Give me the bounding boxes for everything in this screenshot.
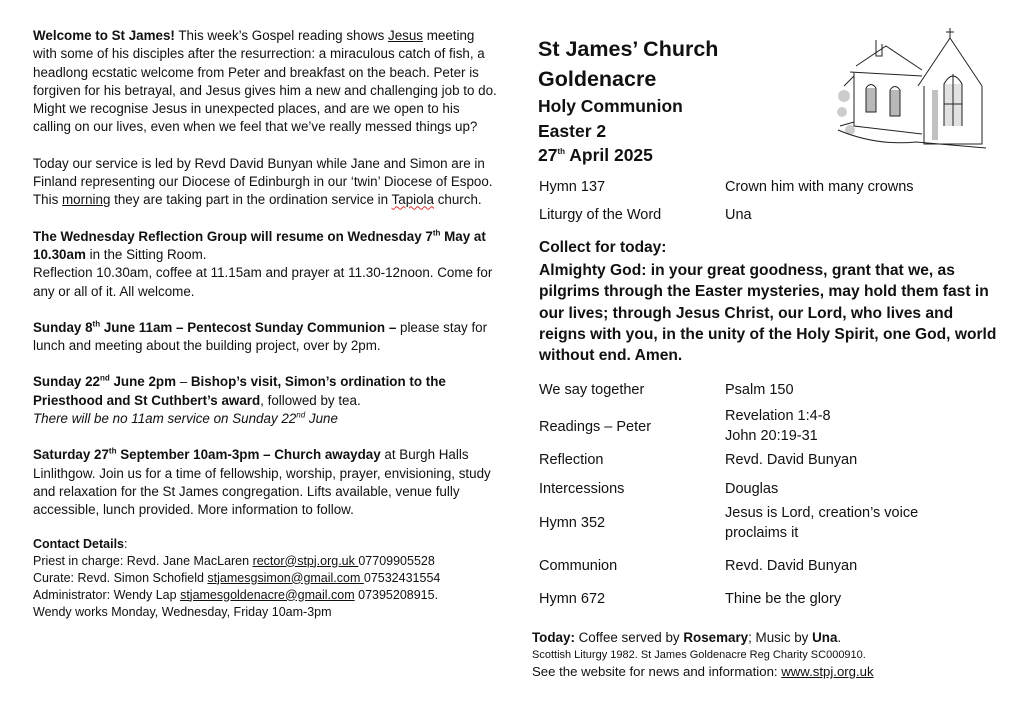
curate-label: Curate: Revd. Simon Schofield xyxy=(33,570,208,585)
priest-contact xyxy=(33,553,501,570)
order-detail: Jesus is Lord, creation’s voice xyxy=(725,505,919,521)
contact-heading: Contact Details xyxy=(33,536,124,551)
admin-email-link[interactable]: stjamesgoldenacre@gmail.com xyxy=(180,587,355,602)
church-name: St James’ Church xyxy=(538,37,719,61)
welcome-paragraph xyxy=(33,27,501,137)
colon: : xyxy=(124,536,128,551)
order-item: Reflection xyxy=(539,452,604,468)
service-leader-text-2: they are taking part in the ordination service in xyxy=(110,192,392,208)
order-detail: Una xyxy=(725,207,752,223)
order-item: Communion xyxy=(539,558,618,574)
pentecost-heading-2: June 11am – Pentecost Sunday Communion – xyxy=(100,319,397,335)
morning-link[interactable]: morning xyxy=(62,192,111,208)
no-service-note-2: June xyxy=(305,411,338,427)
order-detail: Douglas xyxy=(725,481,779,497)
welcome-text: This week’s Gospel reading shows xyxy=(174,28,389,43)
music-person: Una xyxy=(812,630,838,645)
order-detail: Revd. David Bunyan xyxy=(725,558,858,574)
bishop-visit-time: June 2pm xyxy=(109,374,176,390)
order-item: Hymn 672 xyxy=(539,591,606,607)
order-detail: Revd. David Bunyan xyxy=(725,452,858,468)
date-sup: th xyxy=(557,147,566,157)
jesus-link[interactable]: Jesus xyxy=(388,28,423,43)
ordinal-sup: th xyxy=(108,446,117,456)
awayday-paragraph xyxy=(33,446,501,519)
bishop-visit-text: , followed by tea. xyxy=(260,392,361,408)
curate-contact xyxy=(33,570,501,587)
awayday-heading: Saturday 27 xyxy=(33,447,109,463)
ordinal-sup: th xyxy=(432,228,441,238)
pentecost-heading: Sunday 8 xyxy=(33,319,93,335)
ordinal-sup: nd xyxy=(99,373,110,383)
awayday-heading-2: September 10am-3pm – Church awayday xyxy=(116,447,381,463)
curate-phone: 07532431554 xyxy=(363,570,441,585)
order-detail-2: proclaims it xyxy=(725,525,799,541)
ordinal-sup: nd xyxy=(296,410,306,420)
admin-contact xyxy=(33,587,501,604)
bishop-visit-title: Bishop’s visit, Simon’s ordination to the Priesthood and St Cuthbert’s award xyxy=(33,374,446,408)
bishop-visit-heading: Sunday 22 xyxy=(33,374,100,390)
welcome-heading: Welcome to St James! xyxy=(33,28,175,43)
order-detail: Thine be the glory xyxy=(725,591,842,607)
collect-heading: Collect for today: xyxy=(539,239,667,256)
order-detail-2: John 20:19-31 xyxy=(725,428,818,444)
reflection-group-heading-2: May at 10.30am xyxy=(33,228,486,262)
service-name: Holy Communion xyxy=(538,96,683,116)
reflection-group-schedule: Reflection 10.30am, coffee at 11.15am and prayer at 11.30-12noon. Come for any or all of it. All welcome. xyxy=(33,265,493,299)
order-item: We say together xyxy=(539,382,645,398)
order-detail: Revelation 1:4-8 xyxy=(725,408,831,424)
reflection-group-location: in the Sitting Room. xyxy=(85,246,207,262)
coffee-person: Rosemary xyxy=(683,630,749,645)
no-service-note: There will be no 11am service on Sunday 22 xyxy=(33,411,297,427)
order-item: Hymn 137 xyxy=(539,179,606,195)
music-text: ; Music by xyxy=(748,630,813,645)
website-link[interactable]: www.stpj.org.uk xyxy=(781,664,874,679)
liturgy-charity-note: Scottish Liturgy 1982. St James Goldenacre Reg Charity SC000910. xyxy=(532,649,866,661)
order-of-service-column xyxy=(532,0,1002,707)
liturgical-week: Easter 2 xyxy=(538,120,607,141)
collect-text: Almighty God: in your great goodness, grant that we, as pilgrims through the Easter mysteries, may hold them fast in our lives; through Jesus Christ, our Lord, who lives and reigns with you, in the unity of the Holy Spirit, one God, world without end. Amen. xyxy=(539,262,997,365)
admin-phone: 07395208915. xyxy=(354,587,439,602)
date-rest: April 2025 xyxy=(565,145,653,165)
church-illustration xyxy=(836,26,988,150)
dash: – xyxy=(176,374,191,390)
order-item: Hymn 352 xyxy=(539,515,606,531)
today-label: Today: xyxy=(532,630,575,645)
pentecost-text: please stay for lunch and meeting about the building project, over by 2pm. xyxy=(33,319,488,354)
ordinal-sup: th xyxy=(92,319,101,329)
curate-email-link[interactable]: stjamesgsimon@gmail.com xyxy=(207,570,364,585)
welcome-text-rest: meeting with some of his disciples after the resurrection: a miraculous catch of fish, a headlong ecstatic welcome from Peter and breakfast on the beach. Peter is forgiven for his betrayal, and Jesus gives him a new and challenging job to do. Might we recognise Jesus in unexpected places, and are we open to his calling on our lives, even when we feel that we’ve really messed things up? xyxy=(33,28,497,135)
church-location: Goldenacre xyxy=(538,67,657,91)
priest-phone: 07709905528 xyxy=(358,553,435,568)
priest-label: Priest in charge: Revd. Jane MacLaren xyxy=(33,553,253,568)
date-day: 27 xyxy=(538,145,558,165)
order-detail: Psalm 150 xyxy=(725,382,794,398)
bishop-visit-paragraph xyxy=(33,373,501,428)
admin-hours: Wendy works Monday, Wednesday, Friday 10am-3pm xyxy=(33,604,332,619)
service-leader-text-3: church. xyxy=(433,192,482,208)
order-item: Intercessions xyxy=(539,481,625,497)
website-text: See the website for news and information: xyxy=(532,664,782,679)
website-note xyxy=(532,664,874,679)
priest-email-link[interactable]: rector@stpj.org.uk xyxy=(252,553,359,568)
order-detail: Crown him with many crowns xyxy=(725,179,914,195)
service-date xyxy=(538,143,683,168)
awayday-text: at Burgh Halls Linlithgow. Join us for a time of fellowship, worship, prayer, envisioning, study and relaxation for the St James congregation. Lifts available, venue fully accessible, lunch provided. More information to follow. xyxy=(33,447,491,518)
service-leader-text: Today our service is led by Revd David Bunyan while Jane and Simon are in Finland representing our Diocese of Edinburgh in our ‘twin’ Diocese of Espoo. This xyxy=(33,155,493,208)
reflection-group-paragraph xyxy=(33,228,501,301)
period: . xyxy=(837,630,842,645)
notices-column xyxy=(33,27,501,621)
contact-details xyxy=(33,536,501,621)
church-title xyxy=(538,34,718,94)
service-info xyxy=(538,94,683,168)
tapiola-word: Tapiola xyxy=(391,192,434,208)
admin-label: Administrator: Wendy Lap xyxy=(33,587,181,602)
coffee-text: Coffee served by xyxy=(574,630,684,645)
reflection-group-heading: The Wednesday Reflection Group will resume on Wednesday 7 xyxy=(33,228,433,244)
pentecost-paragraph xyxy=(33,319,501,356)
today-note xyxy=(532,630,841,645)
order-item: Liturgy of the Word xyxy=(539,207,662,223)
order-item: Readings – Peter xyxy=(539,419,652,435)
service-leader-paragraph xyxy=(33,155,501,210)
